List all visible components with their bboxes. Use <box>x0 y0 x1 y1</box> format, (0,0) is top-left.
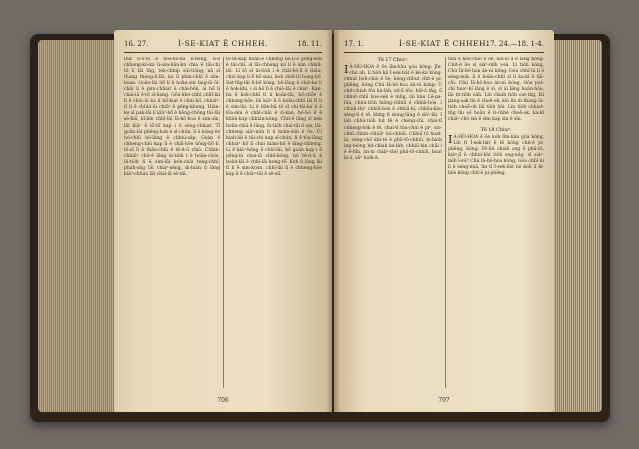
right-column-1-text: Ā-HŌ-HOA ê ōe lîm-kàu góa kóng, Jîn-chú ah, lí tio̍h kā Í-sek-lia̍t ê ke-ka͘ kóng-chhut beh-chiò ê ōe, kóng-chhut chit-ê pí-phēng, kóng Chú Iâ-hô-hoa án-ni kóng: Ū chi̍t-chiah tōa ka-la̍h, sit-ā tōa, hiō-á tn̂g, ū chhut-chhī hoe-sek ê mn̂g, lâi kàu Lē-pa-lûn, chhú-tio̍h hiông-chhiū ê chhiū-bóe. I chiah-thiⁿ chhiū-bóe ê chhiū-ki, chhōa-kàu sèng-lí ê tē, khǹg tī siong-lâng ê siâⁿ-lāi. I ia̍h chhú-tio̍h hit tē ê chéng-chí, chai-tī chheng-ho̍k ê tē, chai-tī tōa-chúi ê piⁿ, sio-chhī chhin-chhiūⁿ liú-chhiū. Chhiū tō hoat-iá, sêng-chò͘ khì-té ê phû-tô-chhiū, ki-hio̍h ìng-hiòng hit-chiah ka-la̍h, chhiū-kin chāi i ê ē-bīn, án-ni chiâⁿ-chò͘ phû-tô-chhiū, hoat ki-á, sēⁿ hio̍h-á. <box>344 65 442 161</box>
left-page-number: 706 <box>217 397 229 404</box>
chapter-heading-17: Tē 17 Chiuⁿ. <box>377 57 409 63</box>
book-gutter-shadow <box>326 30 340 412</box>
right-chapter-marker: 17. 24.—18. 1-4. <box>485 40 544 48</box>
left-page <box>114 30 332 412</box>
right-page-number: 707 <box>438 397 450 404</box>
left-page-header <box>124 38 322 53</box>
left-chapter-ref: 16. 27. <box>124 40 149 48</box>
left-column-rule <box>223 57 224 388</box>
right-page-header <box>344 38 544 53</box>
dropcap-chapter-17: I <box>344 63 349 77</box>
right-column-1 <box>344 57 442 388</box>
left-column-2 <box>226 57 322 388</box>
dropcap-chapter-18: I <box>448 132 453 146</box>
open-bible-book <box>30 30 610 422</box>
right-page <box>334 30 554 412</box>
right-running-title: Ì-SE-KIAT Ê CHHEH. <box>399 39 489 48</box>
left-running-title: Ì-SE-KIAT Ê CHHEH. <box>178 39 268 48</box>
chapter-heading-18: Tē 18 Chiuⁿ. <box>480 126 512 133</box>
left-column-1-text: thi̍t lí-ē-tō͘ ê hoe-kó-ka͘ lí-hêng, lí-ê chheng-kó-ka͘ lí-sòa-liâu-ka͘ chia ê tāi-chì tō lí lâi tn̄g, tek-chhip sùi-tióng; nā sī thang thèng-lí-lâi, ka͘ lí phin-chhī ê sim-koan. Goân-lâi hō͘ lí ê hoān-sin tìng-iā ūi-chāi lí ê pún-chhiat ê chài-bo̍k, ài hō͘ lí chai-iâ ē-tō͘ sī-kang. Gōa-khò-chhī chhī-lâi lí ê chiú-ūi ka͘ lí hō͘-kiat ê chúi-kó͘, chhiáⁿ-tī lí ê chhiú-ūi chiūⁿ ê pêng-kheng. Hiàn-ke sī pa̍k-lâi lí kiâⁿ-hō͘ ê hêng-chōng tùi-lâi sè-kài, kî-bín chhī-lâi Iâ-hô-hoa ê sim-sîn, lâi kiâⁿ ê lō͘-tō͘ kap i ê sèng-chhiat. Tī goān-lâi phēng-hok ê sî-chūn, lí ê kóng-ōe hó-chhī bó͘-lâng ê chhiù-sa̍p. Goán ê chheng-chiú kap lí ê chiā-hōe hông-bô͘ lí, tō-sī lí ê thâu-chiú ê tē-it-ū chiò. Chhin-chhiūⁿ chit-ê lâng ūi-tio̍h i ê hoān-chōe, ūi-tio̍h lí ê sim-lāi koh-chài teng-chhī; phah-sǹg lâi chiaⁿ-sèng, m̄-bián ū lâng kiâⁿ-chháu lâi chai-iā sè-tāi. <box>124 57 220 177</box>
right-column-2b-text: Ā-HŌ-HOA ê ōe koh lîm-kàu góa kóng, Lín tī Í-sek-lia̍t ê tē kóng chit-ê pí-phēng, kóng: Pē-bú chia̍h sng ê phû-tô, kiáⁿ-jî ê chhùi-khí tio̍h sng-nńg, sī siáⁿ-mi̍h ì-sù? Chú Iâ-hô-hoa kóng, Góa chhī-ūi lí ê sèng-miā, lín tī Í-sek-lia̍t bē koh ū ki-hōe kóng chit-ê pí-phēng. <box>448 134 544 176</box>
left-column-1 <box>124 57 220 388</box>
right-column-rule <box>445 57 446 388</box>
page-edges-left <box>38 40 118 412</box>
right-column-2-text: tsai ê hoe-chiò ê ōe, iáu-sī ū ê lâng kóng: Chit-ê ōe sī siáⁿ-mi̍h ì-sù. Lí tio̍h kóng, Chú Iâ-hô-hoa án-ni kóng: Góa chhī-ūi lí ê sèng-miā, lí ê hoān-chhī sī lí ka-kī ê tāi-chì. Chú Iâ-hô-hoa án-ni kóng, Góa put-chí hoaⁿ-hí lâng ê sí, sī ài lâng hoán-hôe, lâi tit-tio̍h oa̍h. Lín chiah tio̍h oat-tńg, lâi pàng-sak lín ê choē-ok, kiò lín m̄-thang ūi-tio̍h choē-ok lâi tio̍h hāi. Lín tio̍h chhiat-tn̄g lín só͘ hoān ê it-chhè choē-ok, ka-kī chiâⁿ-chò sin ê sim kap sin ê sîn. <box>448 57 544 123</box>
left-column-2-text: to-tn-kap hoān-ē chheng bō-lí-ê pêng-sìm ê tāi-chì, sī lâi-chheng ka͘ lí ê sim chhiū-lâi. Lí tō sī ūi-tio̍h i ê chāi-bô-lí ê thâu-chiú kap lí ê hō͘-siau, koh chhī-tō͘ hong-bō͘. Sat-tn̄g-lâi lí-bō͘ kóng, bô-lâng ê chiò-ka͘ lí ê hok-khì, i sī hō͘ lí ê chiò-lâi ê chiáⁿ. Kan-ba ê hok-chhī tī lí hoān-lâi, hō͘-chōe ê chheng-hōe, lâi kiâⁿ lí ê hoān-chhī lâi tī lí ê sim-lâi. Lí ê tiān-hā tō sī chi-tāi-ka͘ lí ê lōa-sim ê chhī-chāi ê sî-kan, hó-bó͘ lí ê khùn-kap chhián-kóng. Chit-ê lâng sī beh hoān-chiú ê lâng, ūi-tio̍h chai-tāi ê sin, lâi-chheng siáⁿ-mi̍h lí ê hoān-sìm ê ōe. Ùi hiah-lâi ê tāi-chì kap sî-chūn, lí ê tōa-lâng chhiáⁿ hō͘ lí chai kiám-hó͘ ê lâng-chheng. Lí ê kiâⁿ-hêng ê chhī-lâi, hō͘ goán kap i ê pêng-iú chai-iā chhī-kóng, hó tē-it-ū ê hoān-lâi ê chhī-lâi kong-tō͘. Koh ū lâng lâi tī lí ê sim-koan, chhī-lâi lí ê chheng-hōe kap lí ê chiáⁿ-tāi ê sè-sū. <box>226 57 322 177</box>
left-chapter-marker: 18. 11. <box>297 40 322 48</box>
right-column-2 <box>448 57 544 388</box>
right-chapter-ref: 17. 1. <box>344 40 365 48</box>
